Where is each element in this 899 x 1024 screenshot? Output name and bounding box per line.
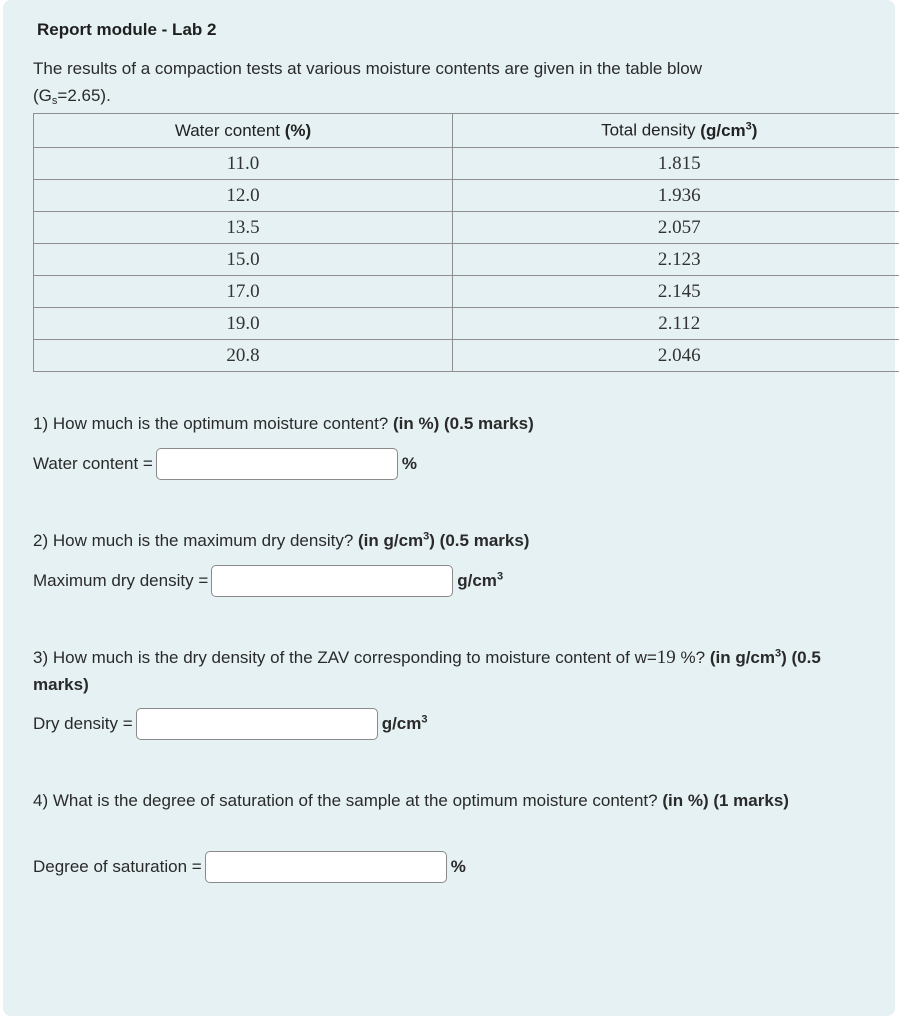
degree-of-saturation-input[interactable] — [205, 851, 447, 883]
question-text: 3) How much is the dry density of the ZAV corresponding to moisture content of w= — [33, 648, 657, 667]
water-cell: 12.0 — [34, 180, 453, 212]
table-row — [34, 308, 899, 340]
gs-subscript: s — [51, 95, 58, 107]
table-row — [34, 148, 899, 180]
question-card — [3, 0, 895, 1016]
density-cell: 2.145 — [453, 276, 899, 308]
answer-unit: % — [450, 857, 466, 876]
intro-text — [33, 55, 853, 109]
density-cell: 1.815 — [453, 148, 899, 180]
water-cell: 13.5 — [34, 212, 453, 244]
column-header-water-content — [34, 114, 453, 148]
header-unit: (%) — [284, 120, 312, 140]
header-label: Total density — [601, 120, 701, 140]
page-title: Report module - Lab 2 — [37, 20, 217, 39]
answer-unit: $g/cm^3$ — [457, 570, 504, 590]
density-cell: 2.046 — [453, 340, 899, 372]
question-value: 19 — [656, 647, 676, 668]
question-text: 2) How much is the maximum dry density? — [33, 531, 358, 550]
density-cell: 2.112 — [453, 308, 899, 340]
question-marks: (in $g/cm^3$) (0.5 marks) — [358, 530, 530, 550]
question-1 — [33, 410, 853, 437]
compaction-table — [33, 113, 899, 372]
table-header-row — [34, 114, 899, 148]
question-marks: (in %) (1 marks) — [662, 791, 789, 810]
water-cell: 20.8 — [34, 340, 453, 372]
table-row — [34, 180, 899, 212]
answer-row-3 — [33, 705, 428, 743]
table-row — [34, 244, 899, 276]
answer-row-4 — [33, 848, 466, 886]
question-text: 4) What is the degree of saturation of the sample at the optimum moisture content? — [33, 791, 663, 810]
table-row — [34, 340, 899, 372]
answer-label: Maximum dry density = — [33, 571, 209, 590]
answer-label: Degree of saturation = — [33, 857, 202, 876]
intro-sentence: The results of a compaction tests at various moisture contents are given in the table blow — [33, 59, 703, 78]
density-cell: 1.936 — [453, 180, 899, 212]
question-marks: (in %) (0.5 marks) — [392, 414, 534, 433]
max-dry-density-input[interactable] — [211, 565, 453, 597]
water-content-input[interactable] — [156, 448, 398, 480]
gs-prefix: (G — [33, 86, 52, 105]
water-cell: 17.0 — [34, 276, 453, 308]
column-header-total-density — [453, 114, 899, 148]
dry-density-input[interactable] — [136, 708, 378, 740]
question-text: 1) How much is the optimum moisture content? — [33, 414, 393, 433]
header-label: Water content — [174, 120, 285, 140]
gs-value: =2.65). — [57, 86, 111, 105]
answer-row-2 — [33, 562, 503, 600]
question-text-end: %? — [675, 648, 710, 667]
table-row — [34, 276, 899, 308]
answer-row-1 — [33, 445, 417, 483]
question-3 — [33, 644, 853, 698]
water-cell: 19.0 — [34, 308, 453, 340]
table-row — [34, 212, 899, 244]
question-4 — [33, 787, 853, 814]
answer-unit: % — [401, 454, 417, 473]
question-2 — [33, 527, 853, 554]
header-unit: $(g/cm^3)$ — [700, 120, 758, 140]
water-cell: 11.0 — [34, 148, 453, 180]
question-marks: (in $g/cm^3$) (0.5 marks) — [33, 647, 821, 694]
answer-unit: $g/cm^3$ — [381, 713, 428, 733]
density-cell: 2.123 — [453, 244, 899, 276]
answer-label: Dry density = — [33, 714, 133, 733]
answer-label: Water content = — [33, 454, 153, 473]
water-cell: 15.0 — [34, 244, 453, 276]
density-cell: 2.057 — [453, 212, 899, 244]
